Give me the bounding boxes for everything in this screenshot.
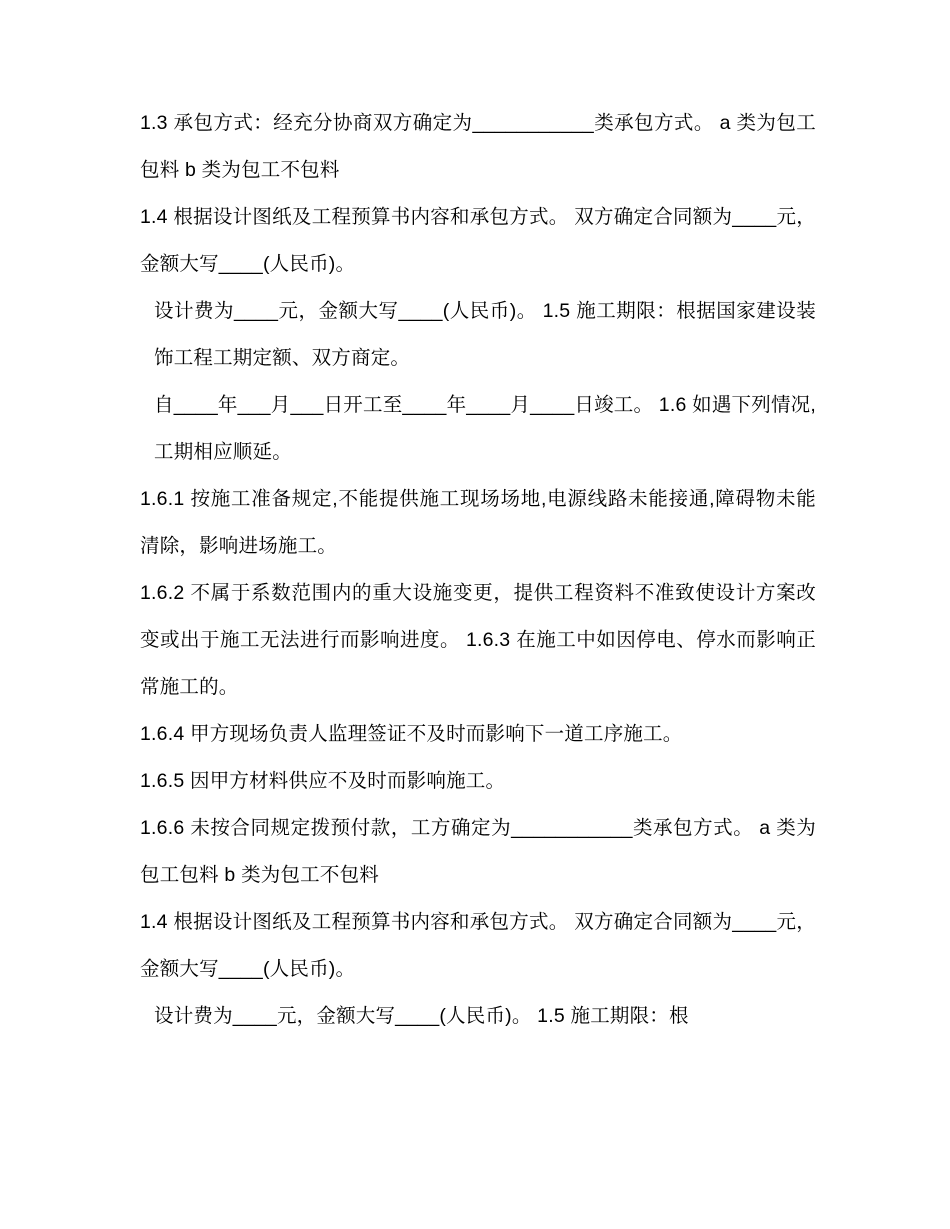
paragraph-1-4-repeat: 1.4 根据设计图纸及工程预算书内容和承包方式。 双方确定合同额为____元，金额大写____(人民币)。 [140,911,816,980]
paragraph-start-date: 自____年___月___日开工至____年____月____日竣工。 1.6 如遇下列情况,工期相应顺延。 [154,394,816,463]
paragraph-design-fee: 设计费为____元，金额大写____(人民币)。 1.5 施工期限：根据国家建设装饰工程工期定额、双方商定。 [154,300,816,369]
paragraph-1-6-2: 1.6.2 不属于系数范围内的重大设施变更，提供工程资料不准致使设计方案改变或出于施工无法进行而影响进度。 1.6.3 在施工中如因停电、停水而影响正常施工的。 [140,582,816,698]
paragraph-1-4: 1.4 根据设计图纸及工程预算书内容和承包方式。 双方确定合同额为____元，金额大写____(人民币)。 [140,206,816,275]
paragraph-1-6-4: 1.6.4 甲方现场负责人监理签证不及时而影响下一道工序施工。 [140,723,683,745]
paragraph-1-6-6: 1.6.6 未按合同规定拨预付款，工方确定为___________类承包方式。 a 类为包工包料 b 类为包工不包料 [140,817,816,886]
paragraph-1-6-5: 1.6.5 因甲方材料供应不及时而影响施工。 [140,770,506,792]
paragraph-1-6-1: 1.6.1 按施工准备规定,不能提供施工现场场地,电源线路未能接通,障碍物未能清除，影响进场施工。 [140,488,816,557]
document-body [140,100,816,1040]
paragraph-1-3: 1.3 承包方式：经充分协商双方确定为___________类承包方式。 a 类为包工包料 b 类为包工不包料 [140,112,816,181]
paragraph-design-fee-repeat: 设计费为____元，金额大写____(人民币)。 1.5 施工期限：根 [154,1005,689,1027]
